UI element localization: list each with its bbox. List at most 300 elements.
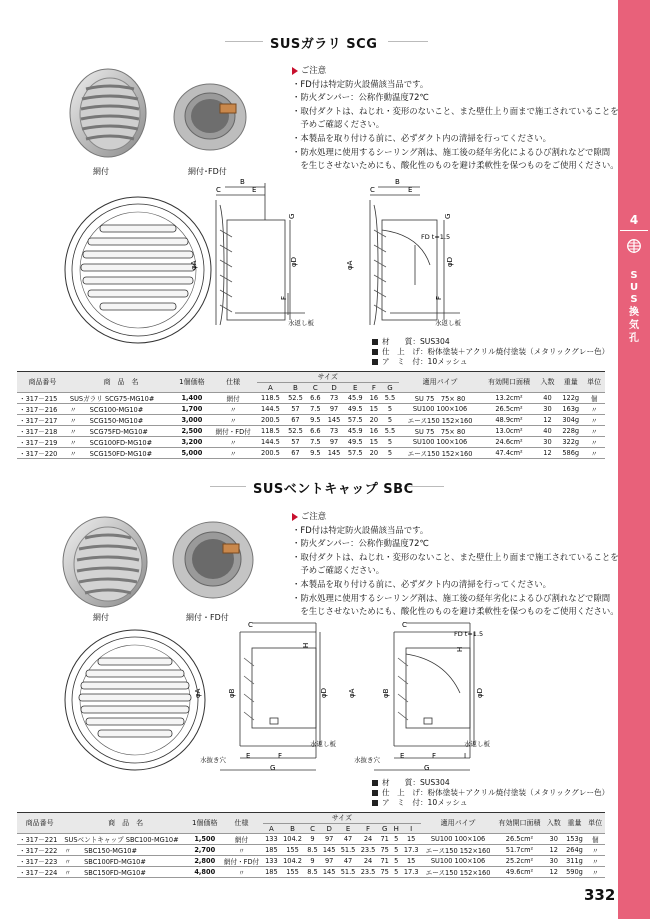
table-cell: 24: [358, 856, 378, 867]
table-cell: ・317－216: [17, 404, 68, 415]
table-cell: 264g: [563, 845, 585, 856]
table-cell: 75: [378, 867, 391, 878]
col-header: A: [263, 824, 281, 834]
table-cell: 145: [324, 415, 344, 426]
table-cell: SU100 100×106: [399, 404, 482, 415]
svg-text:C: C: [216, 186, 221, 194]
table-cell: 57: [284, 437, 306, 448]
table-cell: 5: [391, 845, 401, 856]
table-cell: 〃 SCG100-MG10#: [68, 404, 174, 415]
table-cell: 5: [381, 448, 398, 459]
svg-text:FD t=1.5: FD t=1.5: [421, 233, 451, 241]
table-cell: 104.2: [280, 856, 305, 867]
table-cell: 49.6cm²: [495, 867, 544, 878]
table-cell: 〃: [586, 856, 605, 867]
chapter-char: 孔: [629, 333, 639, 344]
svg-text:E: E: [400, 752, 405, 760]
table-cell: 200.5: [257, 448, 285, 459]
table-cell: 153g: [563, 834, 585, 845]
col-header: D: [324, 383, 344, 393]
svg-text:φD: φD: [320, 687, 328, 698]
table-cell: エース150 152×160: [399, 415, 482, 426]
chapter-char: 換: [629, 307, 639, 318]
sbc-specs: [372, 778, 609, 808]
sbc-product-table: [17, 812, 605, 878]
spec-line: 仕 上 げ：粉体塗装＋アクリル焼付塗装（メタリックグレー色）: [372, 788, 609, 798]
table-cell: 57.5: [344, 415, 366, 426]
svg-text:G: G: [270, 764, 276, 772]
svg-text:B: B: [395, 178, 400, 186]
col-header: G: [378, 824, 391, 834]
table-cell: 155: [280, 867, 305, 878]
table-cell: 145: [320, 845, 338, 856]
table-cell: SU100 100×106: [421, 834, 495, 845]
table-cell: 52.5: [284, 393, 306, 404]
col-header: H: [391, 824, 401, 834]
svg-text:φD: φD: [476, 687, 484, 698]
table-cell: 67: [284, 448, 306, 459]
table-cell: 〃: [583, 426, 605, 437]
table-cell: 73: [324, 426, 344, 437]
table-cell: 25.2cm²: [495, 856, 544, 867]
col-header: E: [338, 824, 358, 834]
table-cell: 71: [378, 834, 391, 845]
table-cell: SUSベントキャップ SBC100-MG10#: [62, 834, 189, 845]
table-cell: 8.5: [305, 845, 321, 856]
table-cell: 145: [320, 867, 338, 878]
table-cell: 97: [324, 404, 344, 415]
table-cell: 6.6: [307, 426, 324, 437]
table-row: [17, 404, 605, 415]
svg-text:E: E: [408, 186, 413, 194]
table-cell: 133: [263, 856, 281, 867]
table-cell: 5: [391, 867, 401, 878]
note-line: ・防火ダンパー：公称作動温度72℃: [292, 538, 429, 549]
table-row: [17, 448, 605, 459]
table-cell: 〃: [210, 415, 257, 426]
col-header: 入数: [537, 372, 559, 393]
table-cell: 20: [366, 415, 381, 426]
table-cell: 9: [305, 856, 321, 867]
svg-text:H: H: [456, 646, 464, 652]
note-line: ・FD付は特定防火設備該当品です。: [292, 524, 429, 535]
scg-photo-caption: 網付: [93, 167, 109, 176]
table-cell: SU100 100×106: [421, 856, 495, 867]
table-cell: 〃: [583, 415, 605, 426]
note-line: ・本製品を取り付ける前に、必ずダクト内の清掃を行ってください。: [292, 132, 552, 143]
table-cell: 〃 SBC150-MG10#: [62, 845, 189, 856]
table-cell: 13.2cm²: [481, 393, 536, 404]
table-cell: エース150 152×160: [399, 448, 482, 459]
scg-technical-drawing: [20, 175, 500, 345]
spec-line: 仕 上 げ：粉体塗装＋アクリル焼付塗装（メタリックグレー色）: [372, 347, 609, 357]
col-header: I: [401, 824, 421, 834]
table-cell: 45.9: [344, 393, 366, 404]
triangle-bullet-icon: [292, 67, 298, 75]
table-cell: 〃: [221, 867, 263, 878]
table-cell: エース150 152×160: [421, 867, 495, 878]
col-header: 1個価格: [189, 813, 221, 834]
note-line: ・FD付は特定防火設備該当品です。: [292, 78, 429, 89]
table-cell: 9.5: [307, 415, 324, 426]
table-cell: 6.6: [307, 393, 324, 404]
table-cell: 17.3: [401, 845, 421, 856]
note-line: ・防火ダンパー：公称作動温度72℃: [292, 92, 429, 103]
note-line: を生じさせないためにも、酸化性のものを避け柔軟性を保つものをご使用ください。: [292, 160, 619, 171]
table-cell: 1,700: [174, 404, 209, 415]
note-line: ・取付ダクトは、ねじれ・変形のないこと、また壁仕上り面まで施工されていることを: [292, 551, 619, 562]
table-cell: 〃: [210, 437, 257, 448]
table-cell: ・317－224: [17, 867, 62, 878]
table-cell: 〃: [210, 448, 257, 459]
spec-line: ア ミ 付：10メッシュ: [372, 798, 609, 808]
svg-text:C: C: [248, 621, 253, 629]
col-header: 商 品 名: [68, 372, 174, 393]
table-cell: 〃: [221, 845, 263, 856]
col-header: 有効開口面積: [495, 813, 544, 834]
table-cell: 97: [324, 437, 344, 448]
table-cell: 12: [537, 415, 559, 426]
table-row: [17, 415, 605, 426]
col-header: E: [344, 383, 366, 393]
svg-text:水返し板: 水返し板: [435, 319, 461, 327]
col-header: 有効開口面積: [481, 372, 536, 393]
table-cell: 163g: [558, 404, 583, 415]
note-line: ・本製品を取り付ける前に、必ずダクト内の清掃を行ってください。: [292, 578, 552, 589]
svg-text:φD: φD: [446, 256, 454, 267]
svg-text:F: F: [432, 752, 437, 760]
size-header: サイズ: [263, 813, 422, 824]
table-cell: 5.5: [381, 393, 398, 404]
table-cell: 5: [381, 437, 398, 448]
notes-heading: ご注意: [292, 64, 619, 78]
table-cell: 49.5: [344, 404, 366, 415]
table-cell: 97: [320, 834, 338, 845]
table-cell: 30: [544, 834, 563, 845]
col-header: A: [257, 383, 285, 393]
table-cell: 5: [391, 856, 401, 867]
table-cell: 185: [263, 845, 281, 856]
table-cell: 23.5: [358, 867, 378, 878]
note-line: 予めご確認ください。: [292, 565, 385, 576]
svg-text:F: F: [435, 295, 443, 300]
title-rule: [210, 486, 246, 487]
col-header: F: [358, 824, 378, 834]
note-line: 予めご確認ください。: [292, 119, 385, 130]
svg-text:φA: φA: [190, 260, 198, 270]
table-cell: 網付・FD付: [210, 426, 257, 437]
table-cell: 17.3: [401, 867, 421, 878]
table-cell: 118.5: [257, 393, 285, 404]
table-cell: 2,700: [189, 845, 221, 856]
table-cell: 75: [378, 845, 391, 856]
sbc-fd-product-photo: [168, 518, 258, 603]
table-cell: ・317－221: [17, 834, 62, 845]
svg-text:G: G: [444, 213, 452, 219]
table-cell: エース150 152×160: [421, 845, 495, 856]
svg-text:F: F: [280, 295, 288, 300]
col-header: 入数: [544, 813, 563, 834]
svg-text:H: H: [302, 642, 310, 648]
table-cell: 網付・FD付: [221, 856, 263, 867]
sbc-notes: [292, 510, 619, 619]
svg-text:C: C: [402, 621, 407, 629]
scg-title: SUSガラリ SCG: [270, 37, 378, 52]
table-cell: 網付: [221, 834, 263, 845]
chapter-char: S: [630, 294, 638, 305]
table-cell: 228g: [558, 426, 583, 437]
svg-text:φA: φA: [346, 260, 354, 270]
table-cell: 20: [366, 448, 381, 459]
note-line: ・防水処理に使用するシーリング剤は、施工後の経年劣化によるひび割れなどで隙間: [292, 592, 611, 603]
notes-heading: ご注意: [292, 510, 619, 524]
col-header: F: [366, 383, 381, 393]
table-cell: 26.5cm²: [495, 834, 544, 845]
table-cell: 133: [263, 834, 281, 845]
svg-text:E: E: [252, 186, 257, 194]
table-cell: 16: [366, 426, 381, 437]
sbc-title: SUSベントキャップ SBC: [253, 482, 414, 497]
note-line: ・取付ダクトは、ねじれ・変形のないこと、また壁仕上り面まで施工されていることを: [292, 105, 619, 116]
table-cell: 15: [366, 404, 381, 415]
scg-product-table: [17, 371, 605, 459]
table-cell: ・317－222: [17, 845, 62, 856]
table-cell: 57.5: [344, 448, 366, 459]
svg-text:水返し板: 水返し板: [464, 740, 490, 748]
table-body: [17, 393, 605, 459]
sbc-photo-caption: 網付: [93, 613, 109, 622]
table-cell: 47.4cm²: [481, 448, 536, 459]
scg-notes: [292, 64, 619, 173]
svg-text:水返し板: 水返し板: [288, 319, 314, 327]
table-cell: SU 75 75× 80: [399, 426, 482, 437]
svg-text:φB: φB: [228, 688, 236, 698]
chapter-char: U: [629, 282, 639, 293]
sidebar-divider: [620, 230, 648, 231]
table-cell: 13.0cm²: [481, 426, 536, 437]
table-cell: 〃 SCG150-MG10#: [68, 415, 174, 426]
col-header: 商品番号: [17, 372, 68, 393]
triangle-bullet-icon: [292, 513, 298, 521]
col-header: 単位: [583, 372, 605, 393]
chapter-emblem-icon: [627, 239, 641, 253]
table-cell: 304g: [558, 415, 583, 426]
table-cell: 24.6cm²: [481, 437, 536, 448]
table-cell: 5: [381, 415, 398, 426]
table-cell: 144.5: [257, 404, 285, 415]
table-cell: ・317－220: [17, 448, 68, 459]
table-cell: 30: [544, 856, 563, 867]
table-cell: 12: [544, 867, 563, 878]
table-cell: 4,800: [189, 867, 221, 878]
table-cell: ・317－218: [17, 426, 68, 437]
chapter-char: 気: [629, 320, 639, 331]
svg-text:F: F: [278, 752, 283, 760]
scg-specs: [372, 337, 609, 367]
table-cell: 185: [263, 867, 281, 878]
table-cell: 45.9: [344, 426, 366, 437]
sbc-product-photo: [55, 512, 155, 612]
col-header: 商品番号: [17, 813, 62, 834]
table-cell: ・317－219: [17, 437, 68, 448]
table-body: [17, 834, 605, 878]
table-cell: 322g: [558, 437, 583, 448]
table-cell: 40: [537, 426, 559, 437]
sbc-front-view: [65, 630, 205, 770]
spec-line: 材 質：SUS304: [372, 778, 609, 788]
svg-text:G: G: [288, 213, 296, 219]
table-cell: 118.5: [257, 426, 285, 437]
table-cell: 51.7cm²: [495, 845, 544, 856]
table-cell: 47: [338, 834, 358, 845]
table-cell: 5: [391, 834, 401, 845]
table-cell: 個: [586, 834, 605, 845]
table-cell: 5: [381, 404, 398, 415]
table-cell: ・317－223: [17, 856, 62, 867]
table-cell: 71: [378, 856, 391, 867]
table-cell: 8.5: [305, 867, 321, 878]
table-cell: 586g: [558, 448, 583, 459]
table-cell: 〃 SCG75FD-MG10#: [68, 426, 174, 437]
col-header: 仕様: [221, 813, 263, 834]
table-cell: 23.5: [358, 845, 378, 856]
col-header: B: [284, 383, 306, 393]
table-cell: SU100 100×106: [399, 437, 482, 448]
table-cell: 30: [537, 437, 559, 448]
table-cell: 97: [320, 856, 338, 867]
table-row: [17, 393, 605, 404]
table-cell: 9: [305, 834, 321, 845]
table-cell: 15: [401, 856, 421, 867]
table-cell: 15: [401, 834, 421, 845]
table-cell: 〃: [586, 867, 605, 878]
svg-text:FD t=1.5: FD t=1.5: [454, 630, 484, 638]
chapter-number: 4: [629, 213, 639, 227]
table-cell: 144.5: [257, 437, 285, 448]
table-cell: 590g: [563, 867, 585, 878]
svg-text:C: C: [370, 186, 375, 194]
table-cell: 7.5: [307, 404, 324, 415]
table-row: [17, 856, 605, 867]
table-cell: 26.5cm²: [481, 404, 536, 415]
col-header: B: [280, 824, 305, 834]
svg-text:水抜き穴: 水抜き穴: [200, 756, 226, 764]
table-row: [17, 834, 605, 845]
col-header: G: [381, 383, 398, 393]
table-cell: 9.5: [307, 448, 324, 459]
table-cell: 49.5: [344, 437, 366, 448]
svg-text:φA: φA: [194, 688, 202, 698]
table-cell: 200.5: [257, 415, 285, 426]
col-header: 重量: [558, 372, 583, 393]
table-cell: 40: [537, 393, 559, 404]
table-cell: 155: [280, 845, 305, 856]
table-cell: 個: [583, 393, 605, 404]
col-header: 商 品 名: [62, 813, 189, 834]
table-cell: SU 75 75× 80: [399, 393, 482, 404]
table-cell: 〃 SCG100FD-MG10#: [68, 437, 174, 448]
table-row: [17, 437, 605, 448]
scg-fd-product-photo: [170, 80, 250, 155]
chapter-char: S: [630, 270, 638, 281]
svg-text:E: E: [246, 752, 251, 760]
table-cell: 12: [537, 448, 559, 459]
chapter-sidebar: [618, 0, 650, 919]
table-cell: 122g: [558, 393, 583, 404]
table-cell: 〃 SBC100FD-MG10#: [62, 856, 189, 867]
table-cell: 145: [324, 448, 344, 459]
note-line: を生じさせないためにも、酸化性のものを避け柔軟性を保つものをご使用ください。: [292, 606, 619, 617]
table-cell: 47: [338, 856, 358, 867]
table-row: [17, 867, 605, 878]
table-cell: 12: [544, 845, 563, 856]
table-cell: 51.5: [338, 867, 358, 878]
col-header: C: [307, 383, 324, 393]
table-cell: ・317－217: [17, 415, 68, 426]
table-cell: 7.5: [307, 437, 324, 448]
col-header: 仕様: [210, 372, 257, 393]
col-header: 適用パイプ: [421, 813, 495, 834]
col-header: 適用パイプ: [399, 372, 482, 393]
table-cell: 73: [324, 393, 344, 404]
title-rule: [388, 41, 428, 42]
table-cell: SUSガラリ SCG75-MG10#: [68, 393, 174, 404]
table-cell: 3,000: [174, 415, 209, 426]
col-header: 単位: [586, 813, 605, 834]
title-rule: [225, 41, 263, 42]
col-header: C: [305, 824, 321, 834]
svg-text:φA: φA: [348, 688, 356, 698]
svg-text:B: B: [240, 178, 245, 186]
scg-fd-photo-caption: 網付･FD付: [188, 167, 227, 176]
table-cell: 5.5: [381, 426, 398, 437]
svg-text:φD: φD: [290, 256, 298, 267]
table-cell: 24: [358, 834, 378, 845]
table-cell: 1,500: [189, 834, 221, 845]
table-cell: 1,400: [174, 393, 209, 404]
table-cell: 311g: [563, 856, 585, 867]
table-cell: 2,800: [189, 856, 221, 867]
sbc-fd-photo-caption: 網付・FD付: [186, 613, 229, 622]
table-cell: 〃: [210, 404, 257, 415]
table-cell: 30: [537, 404, 559, 415]
scg-product-photo: [60, 65, 150, 160]
table-cell: ・317－215: [17, 393, 68, 404]
svg-text:G: G: [424, 764, 430, 772]
table-cell: 5,000: [174, 448, 209, 459]
table-cell: 〃 SCG150FD-MG10#: [68, 448, 174, 459]
table-cell: 48.9cm²: [481, 415, 536, 426]
table-cell: 〃: [583, 404, 605, 415]
table-row: [17, 426, 605, 437]
spec-line: 材 質：SUS304: [372, 337, 609, 347]
table-cell: 〃 SBC150FD-MG10#: [62, 867, 189, 878]
svg-text:水抜き穴: 水抜き穴: [354, 756, 380, 764]
table-cell: 網付: [210, 393, 257, 404]
table-cell: 16: [366, 393, 381, 404]
table-cell: 52.5: [284, 426, 306, 437]
col-header: 1個価格: [174, 372, 209, 393]
col-header: D: [320, 824, 338, 834]
table-cell: 15: [366, 437, 381, 448]
note-line: ・防水処理に使用するシーリング剤は、施工後の経年劣化によるひび割れなどで隙間: [292, 146, 611, 157]
table-cell: 104.2: [280, 834, 305, 845]
table-cell: 57: [284, 404, 306, 415]
table-cell: 〃: [586, 845, 605, 856]
col-header: 重量: [563, 813, 585, 834]
spec-line: ア ミ 付：10メッシュ: [372, 357, 609, 367]
table-row: [17, 845, 605, 856]
